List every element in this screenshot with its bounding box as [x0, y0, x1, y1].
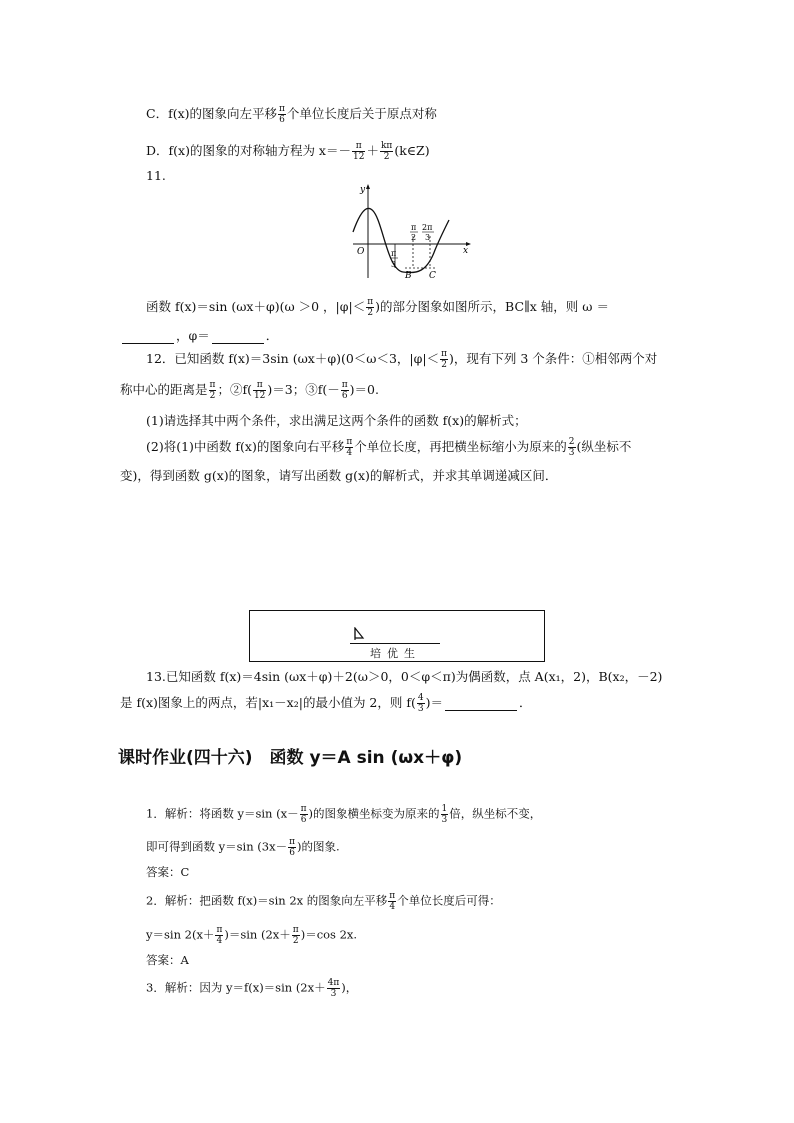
fraction: $\frac{\pi}{6}$: [300, 804, 307, 825]
svg-text:2π: 2π: [422, 223, 433, 232]
fraction: $\frac{\pi}{4}$: [346, 437, 353, 458]
point-b-label: B: [405, 271, 412, 280]
q11-sine-graph: [345, 180, 480, 280]
section-heading: 课时作业(四十六) 函数 y＝A sin (ωx＋φ): [118, 748, 463, 768]
fraction: $\frac{1}{3}$: [441, 804, 448, 825]
answer-blank-phi[interactable]: [212, 328, 264, 344]
q13-line2: 是 f(x)图象上的两点，若|x₁－x₂|的最小值为 2，则 f( $\frac{4}{3}$ )＝ ．: [120, 693, 532, 714]
q12-part1: (1)请选择其中两个条件，求出满足这两个条件的函数 f(x)的解析式；: [146, 413, 527, 428]
banner-rule: [350, 643, 440, 644]
point-c-label: C: [429, 271, 436, 280]
svg-text:3: 3: [391, 260, 397, 269]
fraction: $\frac{2}{3}$: [568, 437, 575, 458]
q11-text-line2: ，φ＝ ．: [120, 326, 278, 344]
fraction: $\frac{\pi}{2}$: [292, 925, 299, 946]
answer-blank-omega[interactable]: [122, 328, 174, 344]
answer-2-line1: 2．解析：把函数 f(x)＝sin 2x 的图象向左平移 $\frac{\pi}{4}$ 个单位长度后可得：: [146, 891, 501, 912]
option-d: D．f(x)的图象的对称轴方程为 x＝－ $\frac{\pi}{12}$ ＋ $\frac{k\pi}{2}$ (k∈Z): [146, 141, 430, 162]
answer-2-line2: y＝sin 2(x＋ $\frac{\pi}{4}$ )＝sin (2x＋ $\frac{\pi}{2}$ )＝cos 2x.: [146, 925, 358, 946]
svg-text:3: 3: [425, 233, 431, 242]
fraction: $\frac{\pi}{6}$: [279, 104, 285, 125]
fraction: $\frac{\pi}{2}$: [441, 349, 448, 370]
q13-line1: 13.已知函数 f(x)＝4sin (ωx＋φ)＋2(ω＞0，0＜φ＜π)为偶函数，点 A(x₁，2)，B(x₂，－2): [146, 669, 663, 684]
x-axis-label: x: [463, 246, 469, 256]
answer-blank-q13[interactable]: [445, 695, 517, 711]
answer-2-result: 答案：A: [146, 953, 189, 967]
origin-label: O: [357, 247, 365, 257]
fraction: $\frac{4\pi}{3}$: [327, 978, 340, 999]
fraction: $\frac{4}{3}$: [417, 693, 424, 714]
advanced-section-banner: [249, 610, 545, 662]
q12-part2: (2)将(1)中函数 f(x)的图象向右平移 $\frac{\pi}{4}$ 个单位长度，再把横坐标缩小为原来的 $\frac{2}{3}$ (纵坐标不: [146, 437, 632, 458]
fraction: $\frac{\pi}{6}$: [341, 380, 348, 401]
answer-1-result: 答案：C: [146, 865, 190, 879]
q11-number: 11.: [146, 168, 166, 183]
fraction: $\frac{\pi}{4}$: [216, 925, 223, 946]
answer-1-line2: 即可得到函数 y＝sin (3x－ $\frac{\pi}{6}$ )的图象.: [146, 837, 340, 858]
fraction: $\frac{\pi}{4}$: [389, 891, 396, 912]
svg-text:2: 2: [411, 233, 417, 242]
answer-1-line1: 1．解析：将函数 y＝sin (x－ $\frac{\pi}{6}$ )的图象横坐标变为原来的 $\frac{1}{3}$ 倍，纵坐标不变，: [146, 804, 542, 825]
svg-text:π: π: [411, 223, 417, 232]
option-c: C．f(x)的图象向左平移 $\frac{\pi}{6}$ 个单位长度后关于原点对称: [146, 104, 437, 125]
fraction: $\frac{\pi}{12}$: [352, 141, 365, 162]
answer-3-line1: 3．解析：因为 y＝f(x)＝sin (2x＋ $\frac{4\pi}{3}$ )，: [146, 978, 358, 999]
q12-line1: 12．已知函数 f(x)＝3sin (ωx＋φ)(0＜ω＜3，|φ|＜ $\frac{\pi}{2}$ )，现有下列 3 个条件：①相邻两个对: [146, 349, 658, 370]
banner-label: 培优生: [370, 647, 421, 660]
fraction: $\frac{\pi}{2}$: [367, 297, 374, 318]
fraction: $\frac{k\pi}{2}$: [380, 141, 393, 162]
y-axis-label: y: [360, 185, 366, 195]
svg-text:π: π: [391, 249, 397, 258]
fraction: $\frac{\pi}{6}$: [289, 837, 296, 858]
q12-part2-cont: 变)，得到函数 g(x)的图象，请写出函数 g(x)的解析式，并求其单调递减区间．: [120, 468, 558, 483]
sail-icon: [353, 627, 365, 641]
q12-line2: 称中心的距离是 $\frac{\pi}{2}$ ；②f( $\frac{\pi}{12}$ )＝3；③f(－ $\frac{\pi}{6}$ )＝0.: [120, 380, 379, 401]
q11-text-line1: 函数 f(x)＝sin (ωx＋φ)(ω ＞0 ，|φ|＜ $\frac{\pi}{2}$ )的部分图象如图所示，BC∥x 轴，则 ω ＝: [146, 297, 609, 318]
fraction: $\frac{\pi}{2}$: [209, 380, 216, 401]
fraction: $\frac{\pi}{12}$: [253, 380, 266, 401]
